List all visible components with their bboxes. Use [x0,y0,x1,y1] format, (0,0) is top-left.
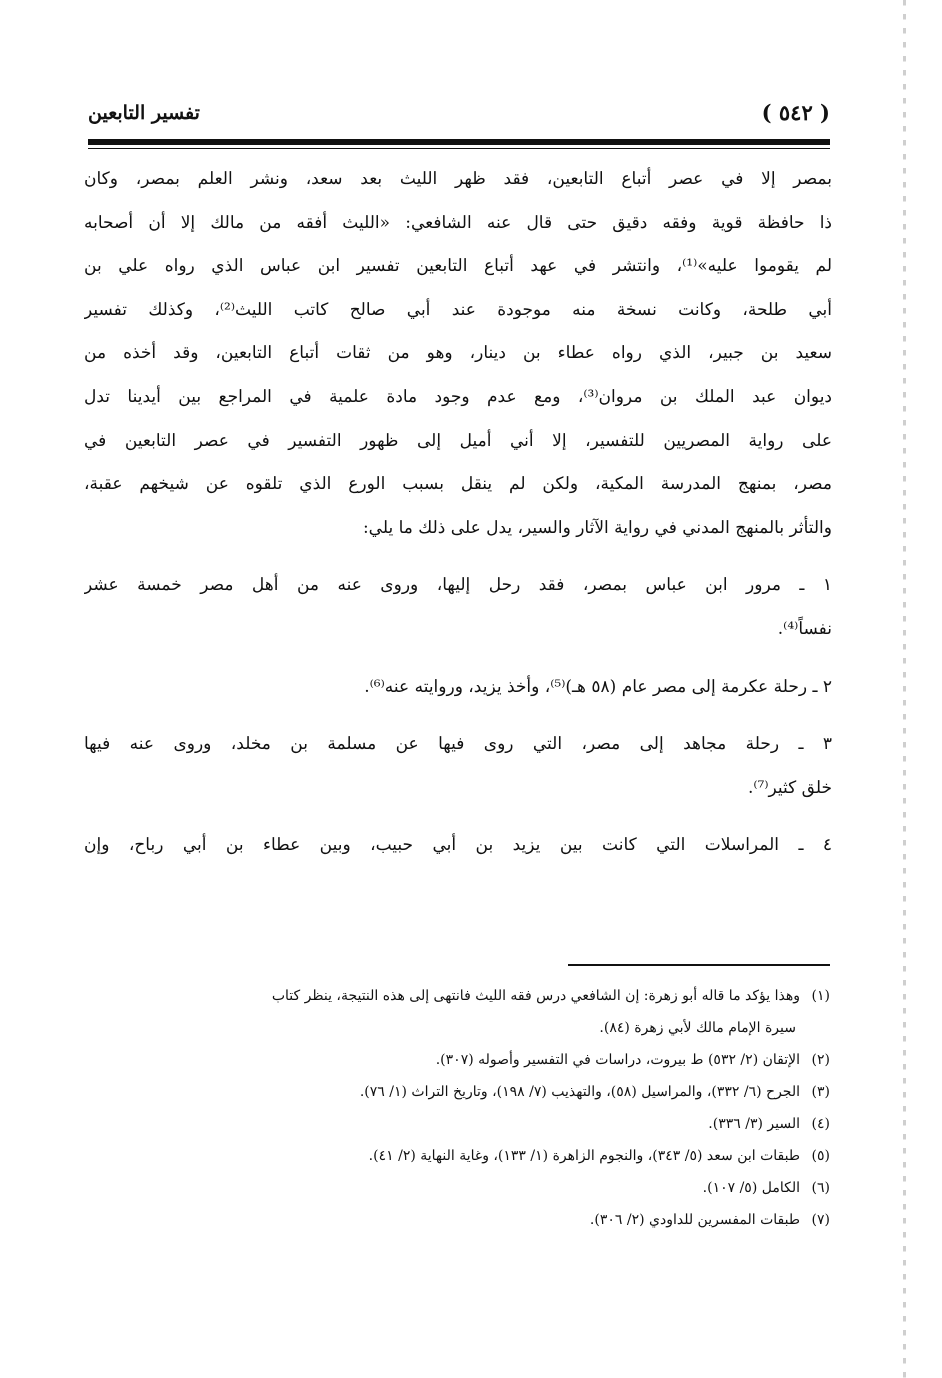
footnote-2: (٢)الإتقان (٢/ ٥٣٢) ط بيروت، دراسات في التفسير وأصوله (٣٠٧). [435,1052,830,1068]
text-line: ديوان عبد الملك بن مروان⁽³⁾، ومع عدم وجود مادة علمية في المراجع بين أيدينا تدل [84,386,832,407]
footnote-6: (٦)الكامل (٥/ ١٠٧). [702,1180,830,1196]
footnote-5: (٥)طبقات ابن سعد (٥/ ٣٤٣)، والنجوم الزاهرة (١/ ١٣٣)، وغاية النهاية (٢/ ٤١). [368,1148,830,1164]
footnote-3: (٣)الجرح (٦/ ٣٣٢)، والمراسيل (٥٨)، والتهذيب (٧/ ١٩٨)، وتاريخ التراث (١/ ٧٦). [359,1084,830,1100]
footnote-1: (١)وهذا يؤكد ما قاله أبو زهرة: إن الشافعي درس فقه الليث فانتهى إلى هذه النتيجة، ينظر كتاب [271,988,830,1004]
running-title: تفسير التابعين [88,102,200,124]
text-line: مصر، بمنهج المدرسة المكية، ولكن لم ينقل بسبب الورع الذي تلقوه عن شيخهم عقبة، [84,474,832,495]
footnote-4: (٤)السير (٣/ ٣٣٦). [708,1116,830,1132]
header-rule-thin [88,148,830,149]
list-item-4: ٤ ـ المراسلات التي كانت بين يزيد بن أبي حبيب، وبين عطاء بن أبي رباح، وإن [84,835,832,856]
list-item-3: ٣ ـ رحلة مجاهد إلى مصر، التي روى فيها عن مسلمة بن مخلد، وروى عنه فيها [84,734,832,755]
list-item-2: ٢ ـ رحلة عكرمة إلى مصر عام (٥٨ هـ)⁽⁵⁾، وأخذ يزيد، وروايته عنه⁽⁶⁾. [364,676,832,697]
list-item-1: ١ ـ مرور ابن عباس بمصر، فقد رحل إليها، وروى عنه من أهل مصر خمسة عشر [84,575,832,596]
header-rule-thick [88,139,830,145]
page-header [88,100,830,134]
footnote-separator [568,964,830,966]
list-item-1-cont: نفساً⁽⁴⁾. [777,618,832,639]
page-number: ( ٥٤٢ ) [761,100,830,125]
text-line: سعيد بن جبير، الذي رواه عطاء بن دينار، وهو من ثقات أتباع التابعين، وقد أخذه من [84,343,832,364]
footnote-7: (٧)طبقات المفسرين للداودي (٢/ ٣٠٦). [589,1212,830,1228]
main-text [84,158,832,868]
list-item-3-cont: خلق كثير⁽⁷⁾. [747,777,832,798]
text-line: أبي طلحة، وكانت نسخة منه موجودة عند أبي صالح كاتب الليث⁽²⁾، وكذلك تفسير [84,299,832,320]
scan-edge-dots [903,0,906,1378]
text-line: بمصر إلا في عصر أتباع التابعين، فقد ظهر الليث بعد سعد، ونشر العلم بمصر، وكان [84,169,832,189]
footnote-1-cont: سيرة الإمام مالك لأبي زهرة (٨٤). [599,1020,796,1036]
text-line: لم يقوموا عليه»⁽¹⁾، وانتشر في عهد أتباع التابعين تفسير ابن عباس الذي رواه علي بن [84,256,832,277]
text-line: على رواية المصريين للتفسير، إلا أني أميل إلى ظهور التفسير في عصر التابعين في [84,430,832,451]
text-line: والتأثر بالمنهج المدني في رواية الآثار والسير، يدل على ذلك ما يلي: [362,517,832,538]
text-line: ذا حافظة قوية وفقه دقيق حتى قال عنه الشافعي: «الليث أفقه من مالك إلا أن أصحابه [84,212,832,233]
footnotes [88,980,830,1236]
